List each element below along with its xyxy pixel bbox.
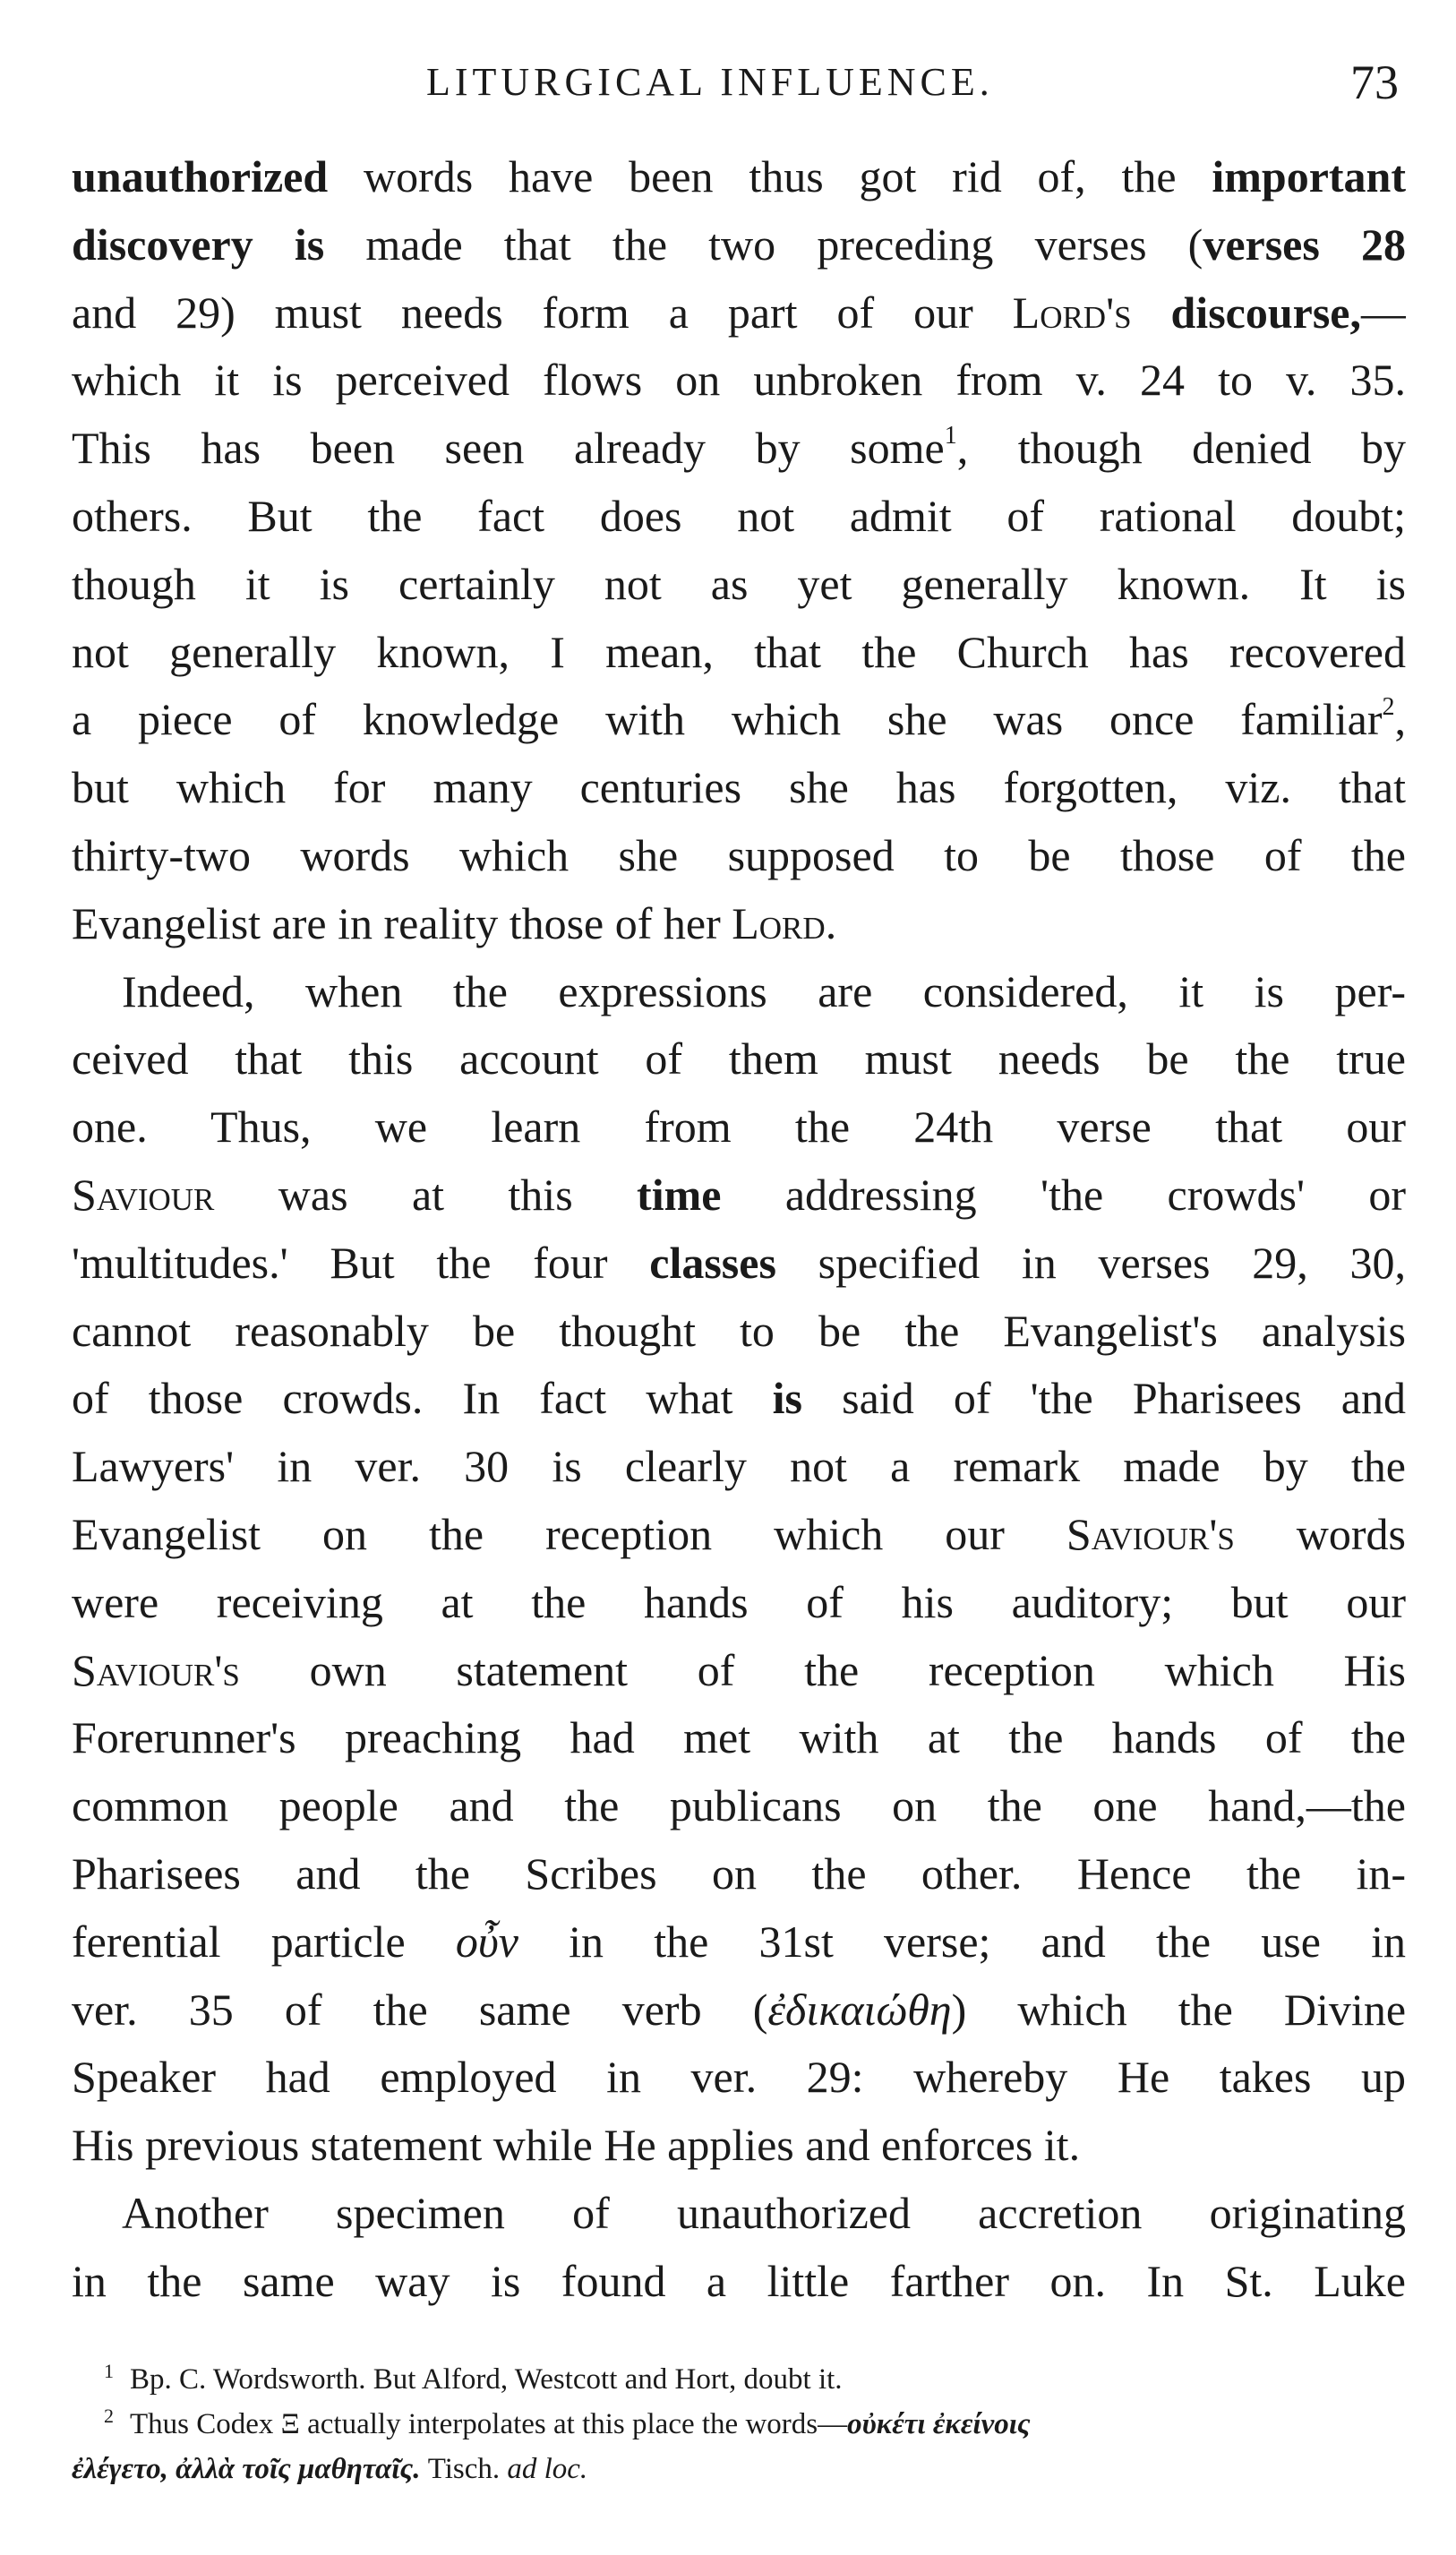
body-text [72,143,1406,2316]
text-line: Another specimen of unauthorized accretion originating [122,2187,1406,2238]
text-line: Indeed, when the expressions are considered, it is per- [122,965,1406,1016]
text-line: Speaker had employed in ver. 29: whereby He takes up [72,2052,1406,2103]
text-line: discovery is made that the two preceding verses (verses 28 [72,219,1406,270]
text-line: Saviour's own statement of the reception which His [72,1644,1406,1695]
footnotes [72,2357,1406,2491]
text-line: not generally known, I mean, that the Church has recovered [72,626,1406,677]
text-line: 'multitudes.' But the four classes specified in verses 29, 30, [72,1237,1406,1288]
text-line: unauthorized words have been thus got rid of, the important [72,151,1406,201]
text-line: Pharisees and the Scribes on the other. Hence the in- [72,1848,1406,1899]
running-head [0,47,1456,118]
text-line: and 29) must needs form a part of our Lord's discourse,— [72,287,1406,338]
text-line: which it is perceived flows on unbroken from v. 24 to v. 35. [72,355,1406,406]
text-line: of those crowds. In fact what is said of 'the Pharisees and [72,1373,1406,1424]
footnote-mark: 1 [104,2360,114,2382]
text-line: one. Thus, we learn from the 24th verse that our [72,1102,1406,1153]
text-line: Forerunner's preaching had met with at the hands of the [72,1712,1406,1763]
footnote-line: ἐλέγετο, ἀλλὰ τοῖς μαθηταῖς. Tisch. ad loc. [72,2453,588,2485]
text-line: were receiving at the hands of his auditory; but our [72,1576,1406,1627]
text-line: Evangelist are in reality those of her Lord. [72,897,837,948]
text-line: common people and the publicans on the one hand,—the [72,1780,1406,1831]
text-line: Lawyers' in ver. 30 is clearly not a remark made by the [72,1441,1406,1492]
text-line: Saviour was at this time addressing 'the crowds' or [72,1169,1406,1220]
text-line: ceived that this account of them must needs be the true [72,1033,1406,1085]
text-line: Evangelist on the reception which our Saviour's words [72,1508,1406,1559]
text-line: but which for many centuries she has forgotten, viz. that [72,762,1406,813]
running-title: LITURGICAL INFLUENCE. [426,60,994,104]
footnote-line: $^1$ Bp. C. Wordsworth. But Alford, Westcott and Hort, doubt it. [104,2360,843,2396]
text-line: others. But the fact does not admit of rational doubt; [72,490,1406,541]
text-line: ferential particle οὖν in the 31st verse; and the use in [72,1916,1406,1967]
text-line: thirty-two words which she supposed to be those of the [72,829,1406,880]
page-number: 73 [1350,56,1399,109]
text-line: in the same way is found a little farther on. In St. Luke [72,2255,1406,2306]
text-line: a piece of knowledge with which she was once familiar$^2$, [72,693,1406,745]
text-line: though it is certainly not as yet generally known. It is [72,558,1406,609]
text-line: cannot reasonably be thought to be the Evangelist's analysis [72,1305,1406,1356]
footnote-mark: 2 [104,2405,114,2427]
footnote-line: $^2$ Thus Codex Ξ actually interpolates at this place the words—οὐκέτι ἐκείνοις [104,2405,1031,2440]
text-line: His previous statement while He applies and enforces it. [72,2120,1081,2171]
text-line: ver. 35 of the same verb (ἐδικαιώθη) which the Divine [72,1984,1406,2035]
text-line: This has been seen already by some$^1$, though denied by [72,422,1406,474]
